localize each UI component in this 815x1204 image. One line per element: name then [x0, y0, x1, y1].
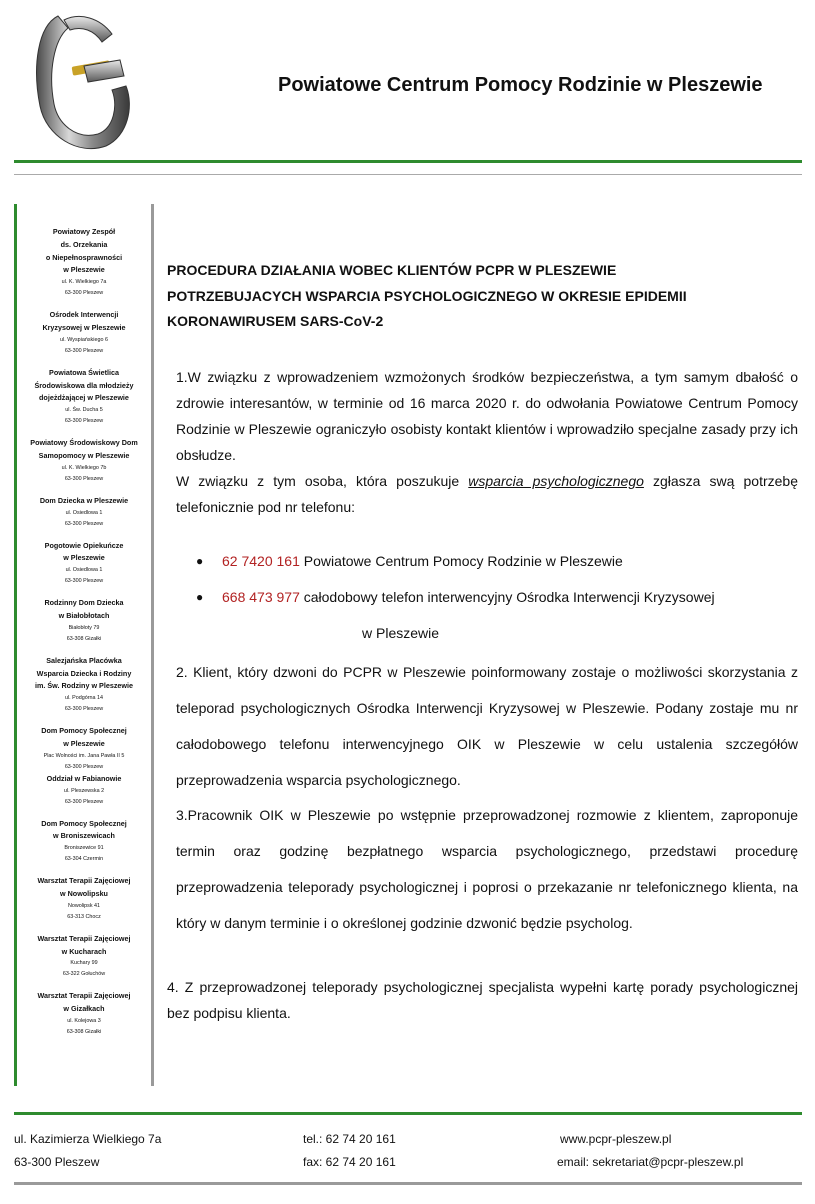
sidebar-unit: [20, 437, 148, 485]
footer-email-link[interactable]: email: sekretariat@pcpr-pleszew.pl: [557, 1155, 744, 1169]
header-divider: [14, 160, 802, 163]
phone-owner-oik-location: w Pleszewie: [362, 625, 440, 641]
sidebar-border-right: [151, 204, 154, 1086]
unit-address: ul. K. Wielkiego 7b 63-300 Pleszew: [61, 464, 107, 482]
paragraph-3: 3.Pracownik OIK w Pleszewie po wstępnie przeprowadzonej rozmowie z klientem, zaproponuje termin oraz godzinę bezpłatnego wsparcia psychologicznego, przedstawi procedurę przeprowadzenia teleporady psychologicznej i poprosi o przekazanie nr telefonicznego klienta, na który w danym terminie i o określonej godzinie dzwonić będzie psycholog.: [176, 807, 798, 931]
unit-address: Plac Wolności im. Jana Pawła II 5 63-300 Pleszew: [43, 752, 125, 770]
footer-website-link[interactable]: www.pcpr-pleszew.pl: [560, 1132, 672, 1146]
sidebar-unit: [20, 597, 148, 645]
units-sidebar: [20, 226, 148, 1048]
unit-address: Broniszewice 91 63-304 Czermin: [64, 845, 104, 863]
unit-name: Powiatowy Zespół ds. Orzekania o Niepełnosprawności w Pleszewie: [45, 227, 123, 275]
unit-address: ul. Kolejowa 3 63-308 Gizałki: [66, 1017, 102, 1035]
header-divider-thin: [14, 174, 802, 175]
paragraph-1-continuation: W związku z tym osoba, która poszukuje: [176, 473, 469, 489]
sidebar-unit: [20, 725, 148, 773]
unit-name: Pogotowie Opiekuńcze w Pleszewie: [44, 540, 124, 563]
sidebar-unit: [20, 309, 148, 357]
bullet-icon: ●: [196, 554, 204, 568]
unit-name: Dom Dziecka w Pleszewie: [39, 495, 129, 505]
sidebar-unit: [20, 367, 148, 427]
sidebar-unit: [20, 540, 148, 588]
footer-address-street: ul. Kazimierza Wielkiego 7a: [14, 1132, 162, 1146]
unit-address: ul. Osiedlowa 1 63-300 Pleszew: [64, 509, 104, 527]
footer-phone: tel.: 62 74 20 161: [303, 1132, 396, 1146]
paragraph-1: [176, 364, 798, 520]
paragraph-2: 2. Klient, który dzwoni do PCPR w Pleszewie poinformowany zostaje o możliwości skorzystania z teleporad psychologicznych Ośrodka Interwencji Kryzysowej w Pleszewie. Podany zostaje mu nr całodobowego telefonu interwencyjnego OIK w Pleszewie w celu ustalenia szczegółów przeprowadzenia wsparcia psychologicznego.: [176, 664, 798, 788]
unit-address: ul. Podgórna 14 63-300 Pleszew: [64, 695, 104, 713]
sidebar-unit: [20, 933, 148, 981]
phone-owner-oik: całodobowy telefon interwencyjny Ośrodka Interwencji Kryzysowej: [299, 589, 715, 605]
sidebar-unit: [20, 990, 148, 1038]
footer-fax: fax: 62 74 20 161: [303, 1155, 396, 1169]
sidebar-unit: [20, 818, 148, 866]
unit-address: Białobłoty 79 63-308 Gizałki: [66, 624, 102, 642]
phone-number-pcpr[interactable]: 62 7420 161: [222, 553, 300, 569]
phone-number-oik[interactable]: 668 473 977: [222, 589, 300, 605]
sidebar-unit: [20, 226, 148, 299]
psychological-support-emphasis: wsparcia psychologicznego: [468, 473, 644, 489]
sidebar-border-left: [14, 204, 17, 1086]
list-item: [176, 584, 798, 646]
phone-owner-pcpr: Powiatowe Centrum Pomocy Rodzinie w Pleszewie: [299, 553, 623, 569]
unit-name: Powiatowy Środowiskowy Dom Samopomocy w Pleszewie: [30, 438, 138, 460]
paragraph-1-text: 1.W związku z wprowadzeniem wzmożonych środków bezpieczeństwa, a tym samym dbałość o zdrowie interesantów, w terminie od 16 marca 2020 r. do odwołania Powiatowe Centrum Pomocy Rodzinie w Pleszewie ograniczyło osobisty kontakt klientów i wprowadziło specjalne zasady przy ich obsłudze.: [176, 369, 798, 463]
unit-address: ul. Pleszewska 2 63-300 Pleszew: [63, 787, 105, 805]
unit-name: Dom Pomocy Społecznej w Broniszewicach: [41, 818, 127, 841]
unit-name: Oddział w Fabianowie: [46, 773, 122, 783]
unit-address: Nowolipsk 41 63-313 Chocz: [67, 902, 101, 920]
unit-address: ul. Św. Ducha 5 63-300 Pleszew: [64, 407, 104, 425]
phone-list: [176, 548, 798, 646]
sidebar-unit: [20, 495, 148, 530]
sidebar-unit: [20, 875, 148, 923]
list-item: [176, 548, 798, 574]
bullet-icon: ●: [196, 590, 204, 604]
organization-title: Powiatowe Centrum Pomocy Rodzinie w Pleszewie: [278, 74, 763, 96]
unit-name: Warsztat Terapii Zajęciowej w Gizałkach: [37, 991, 131, 1014]
unit-name: Warsztat Terapii Zajęciowej w Kucharach: [37, 933, 131, 956]
unit-name: Rodzinny Dom Dziecka w Białobłotach: [44, 598, 124, 620]
unit-address: ul. Wyspiańskiego 6 63-300 Pleszew: [60, 336, 108, 354]
paragraph-1-end: zgłasza swą potrzebę telefonicznie pod nr telefonu:: [176, 473, 798, 515]
unit-name: Powiatowa Świetlica Środowiskowa dla młodzieży dojeżdżającej w Pleszewie: [34, 367, 134, 403]
unit-name: Dom Pomocy Społecznej w Pleszewie: [41, 726, 127, 748]
unit-address: Kuchary 99 63-322 Gołuchów: [62, 960, 106, 978]
procedure-title: PROCEDURA DZIAŁANIA WOBEC KLIENTÓW PCPR W PLESZEWIE POTRZEBUJACYCH WSPARCIA PSYCHOLOGICZNEGO W OKRESIE EPIDEMII KORONAWIRUSEM SARS-CoV-2: [167, 262, 687, 329]
unit-name: Ośrodek Interwencji Kryzysowej w Pleszewie: [42, 310, 126, 332]
unit-name: Salezjańska Placówka Wsparcia Dziecka i Rodziny im. Św. Rodziny w Pleszewie: [35, 655, 133, 691]
organization-logo: [28, 6, 138, 158]
sidebar-unit: [20, 773, 148, 808]
unit-address: ul. K. Wielkiego 7a 63-300 Pleszew: [61, 279, 107, 297]
footer-address-city: 63-300 Pleszew: [14, 1155, 100, 1169]
paragraph-4: 4. Z przeprowadzonej teleporady psychologicznej specjalista wypełni kartę porady psychologicznej bez podpisu klienta.: [167, 979, 798, 1021]
footer-divider: [14, 1112, 802, 1115]
sidebar-unit: [20, 655, 148, 715]
unit-name: Warsztat Terapii Zajęciowej w Nowolipsku: [37, 876, 131, 898]
footer-divider-bottom: [14, 1182, 802, 1185]
unit-address: ul. Osiedlowa 1 63-300 Pleszew: [64, 567, 104, 585]
